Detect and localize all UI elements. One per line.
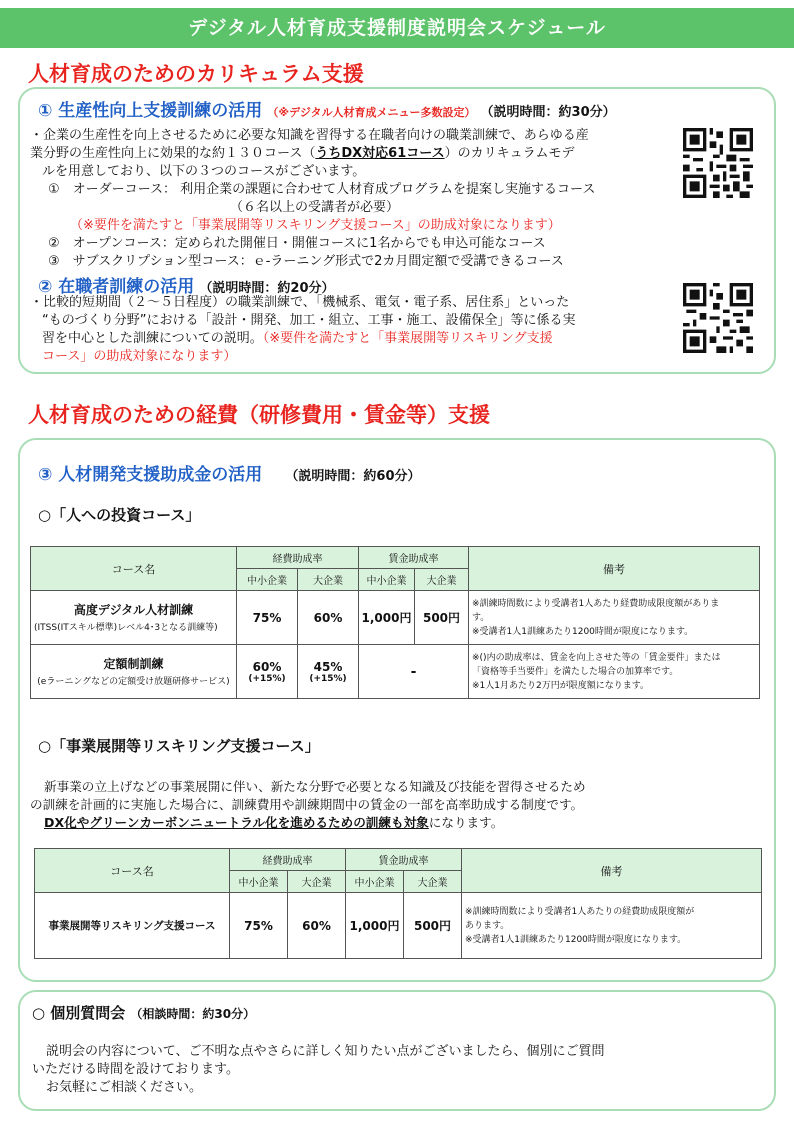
col-course-name: コース名 bbox=[31, 547, 237, 591]
item1-line3: ルを用意しており、以下の３つのコースがございます。 bbox=[42, 164, 366, 179]
table-row: 定額制訓練 (eラーニングなどの定額受け放題研修サービス) 60% (+15%) 45% (+15%) - ※()内の助成率は、賃金を向上させた等の「賃金要件」または 「資格等手当要件」を満たした場合の加算率です。 ※1人1月あたり2万円が限度額になります。 bbox=[31, 645, 760, 699]
col-sme: 中小企業 bbox=[346, 871, 404, 893]
order-course-note: （※要件を満たすと「事業展開等リスキリング支援コース」の助成対象になります） bbox=[70, 218, 561, 233]
col-remarks: 備考 bbox=[462, 849, 762, 893]
item1-time: （説明時間：約30分） bbox=[480, 105, 616, 120]
dx-target-highlight: DX化やグリーンカーボンニュートラル化を進めるための訓練も対象 bbox=[44, 815, 429, 830]
section1-title: 人材育成のためのカリキュラム支援 bbox=[28, 62, 364, 86]
col-large: 大企業 bbox=[415, 569, 469, 591]
section3-body: 説明会の内容について、ご不明な点やさらに詳しく知りたい点がございましたら、個別にご質問 いただける時間を設けております。 お気軽にご相談ください。 bbox=[32, 1044, 605, 1095]
item1-line1: ・企業の生産性を向上させるために必要な知識を習得する在職者向けの職業訓練で、あらゆる産 bbox=[30, 128, 589, 143]
section2-title: 人材育成のための経費（研修費用・賃金等）支援 bbox=[28, 403, 490, 427]
item2-time: （説明時間：約20分） bbox=[199, 281, 335, 296]
item1-body bbox=[30, 127, 680, 271]
course2-table bbox=[34, 848, 762, 959]
course2-title: ○「事業展開等リスキリング支援コース」 bbox=[38, 737, 320, 755]
col-large: 大企業 bbox=[288, 871, 346, 893]
item3-heading bbox=[38, 460, 421, 485]
col-sme: 中小企業 bbox=[230, 871, 288, 893]
item3-title: ③ 人材開発支援助成金の活用 bbox=[38, 465, 263, 485]
item1-line2: 業分野の生産性向上に効果的な約１３０コース（うちDX対応61コース）のカリキュラムモデ bbox=[30, 146, 575, 161]
course1-title: ○「人への投資コース」 bbox=[38, 506, 201, 524]
dx-courses-highlight: うちDX対応61コース bbox=[315, 146, 445, 161]
qr-code-icon[interactable] bbox=[683, 283, 753, 353]
order-course: ① オーダーコース： 利用企業の課題に合わせて人材育成プログラムを提案し実施するコース bbox=[48, 182, 596, 197]
col-expense-rate: 経費助成率 bbox=[230, 849, 346, 871]
page-header: デジタル人材育成支援制度説明会スケジュール bbox=[0, 8, 794, 48]
table-row: 事業展開等リスキリング支援コース 75% 60% 1,000円 500円 ※訓練時間数により受講者1人あたりの経費助成限度額が あります。 ※受講者1人1訓練あたり1200時間が限度になります。 bbox=[35, 893, 762, 959]
table-row: 高度デジタル人材訓練 (ITSS(ITスキル標準)レベル4･3となる訓練等) 75% 60% 1,000円 500円 ※訓練時間数により受講者1人あたり経費助成限度額がありま す。 ※受講者1人1訓練あたり1200時間が限度になります。 bbox=[31, 591, 760, 645]
col-sme: 中小企業 bbox=[359, 569, 415, 591]
item3-time: （説明時間：約60分） bbox=[285, 469, 421, 484]
col-sme: 中小企業 bbox=[237, 569, 298, 591]
order-course-req: （６名以上の受講者が必要） bbox=[230, 200, 400, 215]
section3-time: （相談時間：約30分） bbox=[130, 1007, 256, 1021]
section3-title: ○ 個別質問会 bbox=[32, 1004, 126, 1022]
item1-heading bbox=[38, 96, 616, 121]
item1-note: （※デジタル人材育成メニュー多数設定） bbox=[267, 106, 476, 119]
col-large: 大企業 bbox=[298, 569, 359, 591]
col-wage-rate: 賃金助成率 bbox=[359, 547, 469, 569]
item1-title: ① 生産性向上支援訓練の活用 bbox=[38, 101, 263, 121]
open-course: ② オープンコース：定められた開催日・開催コースに1名からでも申込可能なコース bbox=[48, 236, 546, 251]
item2-body: ・比較的短期間（２～５日程度）の職業訓練で、「機械系、電気・電子系、居住系」といった “ものづくり分野”における「設計・開発、加工・組立、工事・施工、設備保全」等に係る実 習を中心とした訓練についての説明。（※要件を満たすと「事業展開等リスキリング支援 コース」の助成対象になります） bbox=[30, 295, 576, 364]
item2-title: ② 在職者訓練の活用 bbox=[38, 277, 195, 297]
section3-heading bbox=[32, 1002, 255, 1023]
subscription-course: ③ サブスクリプション型コース：ｅ-ラーニング形式で2カ月間定額で受講できるコース bbox=[48, 254, 564, 269]
col-course-name: コース名 bbox=[35, 849, 230, 893]
col-remarks: 備考 bbox=[469, 547, 760, 591]
col-expense-rate: 経費助成率 bbox=[237, 547, 359, 569]
course1-table bbox=[30, 546, 760, 699]
course2-body: 新事業の立上げなどの事業展開に伴い、新たな分野で必要となる知識及び技能を習得させるため の訓練を計画的に実施した場合に、訓練費用や訓練期間中の賃金の一部を高率助成する制度です。 DX化やグリーンカーボンニュートラル化を進めるための訓練も対象になります。 bbox=[30, 779, 586, 830]
col-large: 大企業 bbox=[404, 871, 462, 893]
qr-code-icon[interactable] bbox=[683, 128, 753, 198]
col-wage-rate: 賃金助成率 bbox=[346, 849, 462, 871]
